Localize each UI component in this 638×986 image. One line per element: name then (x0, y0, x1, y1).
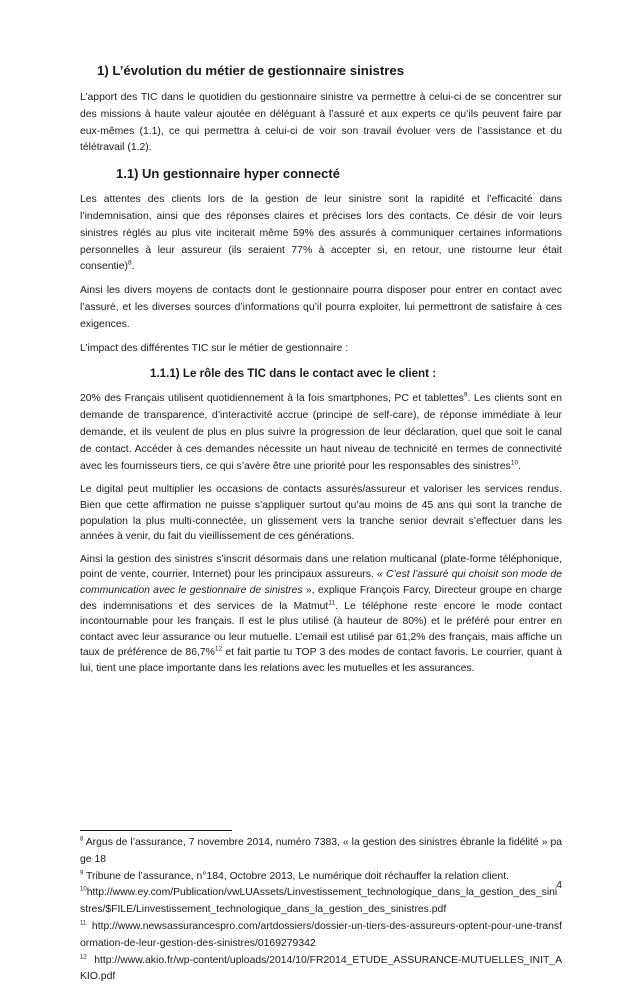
footnote-link[interactable]: http://www.akio.fr/wp-content/uploads/2014/10/FR2014_ETUDE_ASSURANCE-MUTUELLES_INIT_AKIO.pdf (80, 954, 562, 983)
footnote-num: 11 (80, 920, 87, 927)
attentes-text: Les attentes des clients lors de la gestion de leur sinistre sont la rapidité et l’efficacité dans l’indemnisation, ainsi que des réponses claires et précises lors des contacts. Ce désir de voir leurs sinistres réglés au plus vite inciterait même 59% des assurés à communiquer certaines informations personnelles à leur assureur (ils seraient 77% à accepter si, en retour, une ristourne leur était consentie) (80, 194, 562, 273)
footnote-link[interactable]: http://www.newsassurancespro.com/artdossiers/dossier-un-tiers-des-assureurs-optent-pour-une-transformation-de-leur-gestion-des-sinistres/0169279342 (80, 920, 562, 949)
usage-text-b: . Les clients sont en demande de transparence, d’interactivité accrue (principe de self-care), de réponse immédiate à leur demande, et ils veulent de plus en plus suivre la progression de leur déclaration, quel que soit le canal de contact. Accéder à ces demandes nécessite un haut niveau de technicité en termes de connectivité avec les fournisseurs tiers, ce qui s’avère être une priorité pour les responsables des sinistres (80, 393, 562, 472)
usage-text-c: . (518, 460, 521, 472)
footnote-ref-9[interactable]: 9 (463, 391, 468, 399)
multicanal-quote: C’est l’assuré qui choisit son mode de communication avec le gestionnaire de sinistres (80, 569, 562, 596)
footnote-ref-12[interactable]: 12 (214, 645, 223, 653)
usage-text-a: 20% des Français utilisent quotidiennement à la fois smartphones, PC et tablettes (80, 393, 464, 405)
footnotes (80, 835, 562, 986)
footnote-num: 9 (80, 870, 84, 877)
subsection-heading-1-1: 1.1) Un gestionnaire hyper connecté (116, 166, 340, 182)
multicanal-text-d: et fait partie tu TOP 3 des modes de contact favoris. Le courrier, quant à lui, tient une place importante dans les relations avec les mutuelles et les assurances. (80, 647, 562, 674)
footnote-9 (80, 869, 562, 886)
main-content (80, 62, 562, 683)
multicanal-text-c: . Le téléphone reste encore le mode contact incontournable pour les français. Il est le plus utilisé (à hauteur de 80%) et le préféré pour entrer en contact avec leur assurance ou leur mutuelle. L’email est utilisé par 61,2% des français, mais affiche un taux de préférence de 86,7% (80, 600, 562, 659)
footnote-ref-8[interactable]: 8 (127, 259, 132, 267)
digital-paragraph: Le digital peut multiplier les occasions de contacts assurés/assureur et valoriser les services rendus. Bien que cette affirmation ne puisse s’appliquer surtout qu’au moins de 45 ans qui sont la tranche de population la plus multi-connectée, un glissement vers la tranche senior devrait s’effectuer dans les années à venir, du fait du vieillissement de ces générations. (80, 484, 562, 543)
footnote-10 (80, 885, 562, 919)
moyens-paragraph: Ainsi les divers moyens de contacts dont le gestionnaire pourra disposer pour entrer en contact avec l’assuré, et les diverses sources d’informations qu’il pourra exploiter, lui permettront de satisfaire à ces exigences. (80, 285, 562, 330)
footnote-text: Tribune de l’assurance, n°184, Octobre 2013, Le numérique doit réchauffer la relation client. (83, 870, 509, 882)
footnote-link[interactable]: http://www.ey.com/Publication/vwLUAssets/Linvestissement_technologique_dans_la_gestion_des_sinistres/$FILE/Linvestissement_technologique_dans_la_gestion_des_sinistres.pdf (80, 887, 558, 916)
footnote-ref-10[interactable]: 10 (510, 459, 519, 467)
multicanal-text-a: Ainsi la gestion des sinistres s’inscrit désormais dans une relation multicanal (plate-forme téléphonique, point de vente, courrier, Internet) pour les principaux assureurs. « (80, 553, 562, 581)
intro-paragraph: L’apport des TIC dans le quotidien du gestionnaire sinistre va permettre à celui-ci de se concentrer sur des missions à haute valeur ajoutée en déléguant à l’assuré et aux experts ce qu’ils peuvent faire par eux-mêmes (1.1), ce qui permettra à celui-ci de voir son travail évoluer vers de l’assistance et du télétravail (1.2). (80, 92, 562, 154)
footnote-12 (80, 953, 562, 986)
subsection-heading-1-1-1: 1.1.1) Le rôle des TIC dans le contact avec le client : (150, 367, 437, 381)
footnote-11 (80, 919, 562, 953)
footnote-num: 10 (80, 886, 87, 893)
footnote-ref-11[interactable]: 11 (328, 599, 336, 607)
footnote-text: Argus de l’assurance, 7 novembre 2014, numéro 7383, « la gestion des sinistres ébranle la fidélité » page 18 (80, 837, 562, 865)
footnote-8 (80, 835, 562, 869)
footnote-num: 8 (80, 836, 84, 843)
impact-paragraph: L’impact des différentes TIC sur le métier de gestionnaire : (80, 342, 349, 354)
usage-paragraph (80, 391, 562, 475)
multicanal-text-b: », explique François Farcy, Directeur groupe en charge des indemnisations et des services de la Matmut (80, 584, 563, 612)
footnote-separator (80, 830, 232, 831)
attentes-paragraph (80, 192, 562, 276)
footnote-num: 12 (80, 954, 87, 961)
page-number: 4 (556, 880, 562, 891)
attentes-text-end: . (131, 261, 135, 273)
section-heading: 1) L’évolution du métier de gestionnaire sinistres (97, 63, 405, 78)
multicanal-paragraph (80, 552, 562, 677)
